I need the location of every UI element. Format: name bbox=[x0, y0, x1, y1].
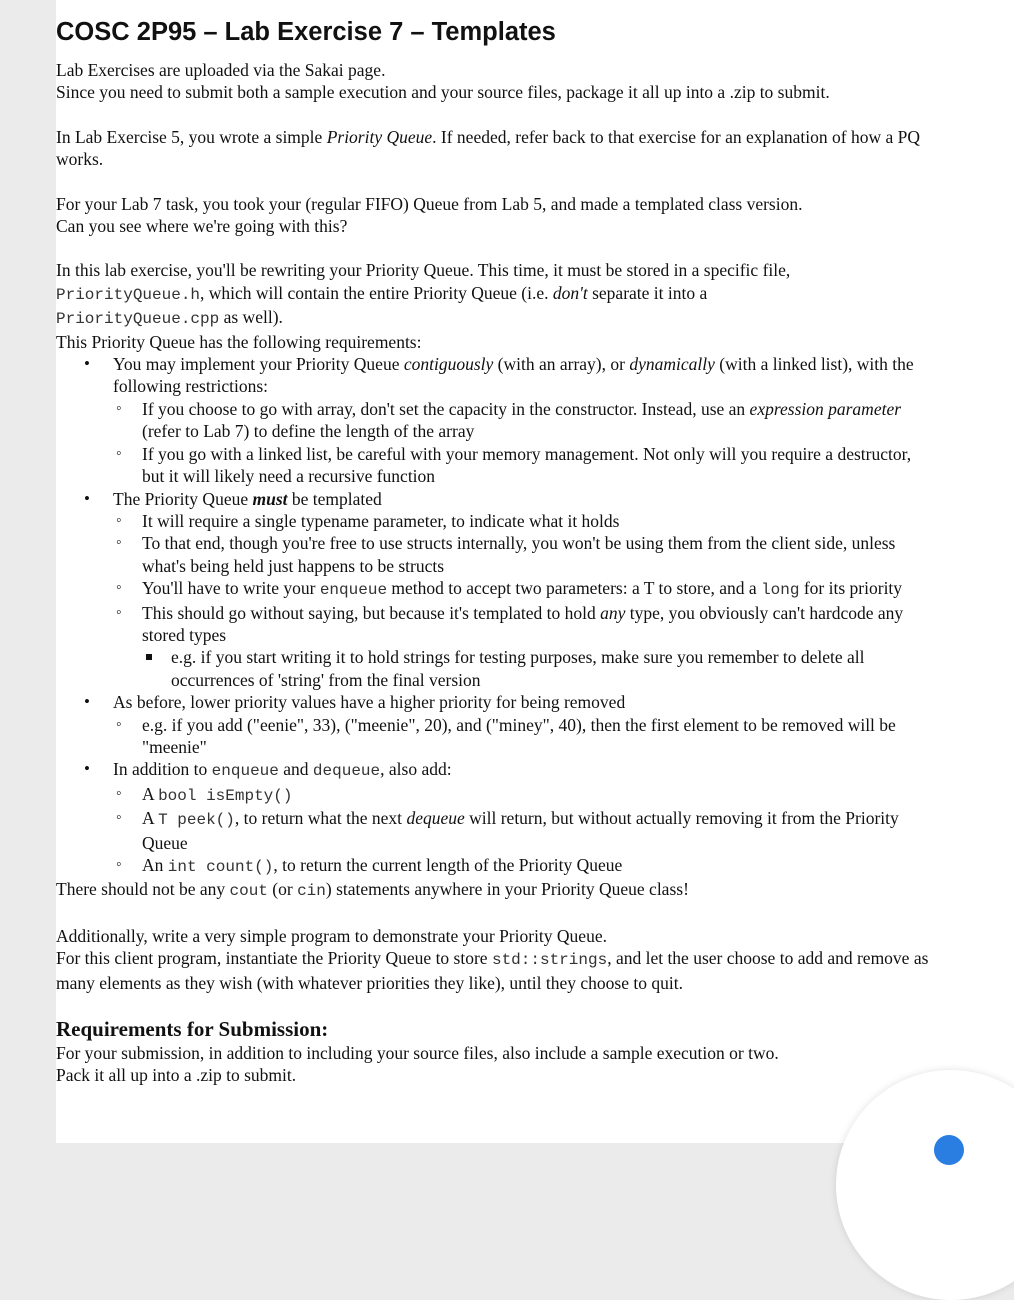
text: This should go without saying, but because it's templated to hold bbox=[142, 602, 601, 623]
text: , to return what the next bbox=[234, 808, 407, 829]
lab7-paragraph bbox=[56, 193, 936, 238]
text: , to return the current length of the Priority Queue bbox=[273, 855, 623, 875]
list-item bbox=[113, 854, 936, 878]
text: type, you obviously can't hardcode any stored types bbox=[142, 602, 904, 645]
sub-list bbox=[113, 398, 936, 488]
intro-line-2: Since you need to submit both a sample execution and your source files, package it all up into a .zip to submit. bbox=[56, 82, 830, 103]
list-item bbox=[113, 577, 936, 601]
lab5-paragraph bbox=[56, 126, 936, 171]
text: (with a linked list), with the following restrictions: bbox=[113, 354, 914, 397]
list-item bbox=[113, 398, 936, 443]
sub-list bbox=[113, 714, 936, 759]
list-item: e.g. if you start writing it to hold strings for testing purposes, make sure you remember to delete all occurrences of 'string' from the final version bbox=[142, 646, 936, 691]
text: In this lab exercise, you'll be rewriting your Priority Queue. This time, it must be stored in a specific file, bbox=[56, 260, 791, 281]
page-title: COSC 2P95 – Lab Exercise 7 – Templates bbox=[56, 18, 556, 46]
list-item bbox=[56, 691, 936, 758]
list-item bbox=[56, 353, 936, 487]
code-cout: cout bbox=[229, 882, 268, 901]
list-item: ◦ If you go with a linked list, be careful with your memory management. Not only will you require a destructor, but it will likely need a recursive function bbox=[113, 443, 936, 488]
intro-paragraph bbox=[56, 59, 936, 104]
requirements-intro: This Priority Queue has the following requirements: bbox=[56, 331, 422, 352]
sub-list bbox=[113, 783, 936, 879]
text: (refer to Lab 7) to define the length of the array bbox=[142, 421, 475, 442]
emphasis: don't bbox=[552, 282, 588, 303]
code-std-strings: std::strings bbox=[491, 951, 608, 970]
text: as well). bbox=[219, 307, 283, 328]
text: A bbox=[142, 783, 159, 804]
text: In Lab Exercise 5, you wrote a simple bbox=[56, 126, 327, 147]
text: An bbox=[142, 855, 168, 875]
code-enqueue: enqueue bbox=[211, 762, 279, 781]
text: . If needed, refer back to that exercise for an explanation of how a PQ works. bbox=[56, 126, 921, 170]
emphasis: any bbox=[600, 602, 626, 623]
text: The Priority Queue bbox=[113, 488, 253, 509]
emphasis: dequeue bbox=[406, 808, 465, 829]
code-isempty: bool isEmpty() bbox=[158, 786, 293, 805]
code-count: int count() bbox=[167, 858, 274, 876]
text: (or bbox=[267, 879, 298, 900]
text: A bbox=[142, 808, 159, 829]
text: As before, lower priority values have a higher priority for being removed bbox=[113, 692, 626, 713]
text: for its priority bbox=[799, 578, 903, 599]
text: Can you see where we're going with this? bbox=[56, 216, 348, 237]
list-item bbox=[56, 758, 936, 878]
text: For your Lab 7 task, you took your (regular FIFO) Queue from Lab 5, and made a templated class version. bbox=[56, 193, 803, 214]
text: , and let the user choose to add and remove as many elements as they wish (with whatever priorities they like), until they choose to quit. bbox=[56, 948, 929, 993]
text: separate it into a bbox=[587, 282, 708, 303]
text: , which will contain the entire Priority Queue (i.e. bbox=[200, 282, 553, 303]
text: If you choose to go with array, don't set the capacity in the constructor. Instead, use an bbox=[142, 398, 750, 419]
strong-emphasis: must bbox=[252, 488, 288, 509]
code-long: long bbox=[761, 581, 800, 600]
intro-line-1: Lab Exercises are uploaded via the Sakai page. bbox=[56, 60, 386, 80]
text: and bbox=[278, 759, 313, 780]
list-item: ◦ To that end, though you're free to use structs internally, you won't be using them from the client side, unless what's being held just happens to be structs bbox=[113, 532, 936, 577]
text: You'll have to write your bbox=[142, 578, 320, 599]
emphasis: contiguously bbox=[403, 354, 494, 375]
list-item bbox=[113, 783, 936, 807]
code-filename-h: PriorityQueue.h bbox=[56, 285, 201, 304]
list-item bbox=[113, 807, 936, 854]
demo-paragraph bbox=[56, 925, 936, 994]
list-item: ◦ It will require a single typename parameter, to indicate what it holds bbox=[113, 510, 936, 532]
text: (with an array), or bbox=[493, 354, 630, 375]
code-enqueue: enqueue bbox=[319, 581, 388, 600]
code-peek: T peek() bbox=[158, 811, 235, 830]
no-cout-paragraph bbox=[56, 878, 936, 902]
text: will return, but without actually removing it from the Priority Queue bbox=[142, 808, 899, 853]
text: Additionally, write a very simple program to demonstrate your Priority Queue. bbox=[56, 925, 607, 946]
sub-list bbox=[113, 510, 936, 691]
text: be templated bbox=[287, 488, 382, 509]
list-item: ◦ e.g. if you add ("eenie", 33), ("meenie", 20), and ("miney", 40), then the first element to be removed will be "meenie" bbox=[113, 714, 936, 759]
emphasis: dynamically bbox=[629, 354, 715, 375]
text: There should not be any bbox=[56, 879, 230, 900]
text: ) statements anywhere in your Priority Queue class! bbox=[325, 879, 689, 900]
task-paragraph bbox=[56, 259, 936, 330]
text: Pack it all up into a .zip to submit. bbox=[56, 1065, 297, 1086]
requirements-list bbox=[56, 353, 936, 878]
text: For your submission, in addition to including your source files, also include a sample execution or two. bbox=[56, 1043, 779, 1064]
code-cin: cin bbox=[297, 882, 326, 901]
document-content bbox=[56, 14, 936, 1087]
text: method to accept two parameters: a T to store, and a bbox=[387, 578, 762, 599]
submission-heading: Requirements for Submission: bbox=[56, 1017, 329, 1042]
code-filename-cpp: PriorityQueue.cpp bbox=[56, 310, 220, 329]
list-item bbox=[56, 488, 936, 692]
text: For this client program, instantiate the Priority Queue to store bbox=[56, 948, 492, 969]
code-dequeue: dequeue bbox=[312, 762, 381, 781]
floating-action-icon[interactable] bbox=[934, 1135, 964, 1165]
emphasis: expression parameter bbox=[749, 398, 902, 419]
sub-sub-list bbox=[142, 646, 936, 691]
text: In addition to bbox=[113, 759, 212, 780]
text: You may implement your Priority Queue bbox=[113, 354, 404, 375]
list-item bbox=[113, 602, 936, 692]
text: , also add: bbox=[380, 759, 452, 780]
submission-paragraph bbox=[56, 1042, 936, 1087]
emphasis: Priority Queue bbox=[326, 126, 433, 147]
